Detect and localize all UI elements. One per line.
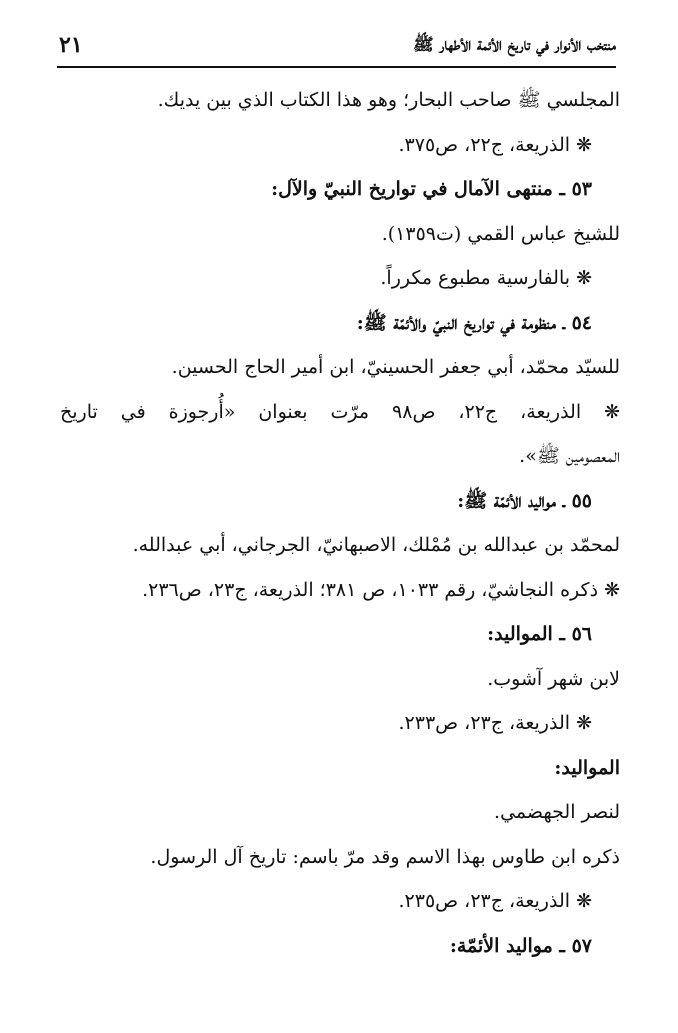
text-line: للسيّد محمّد، أبي جعفر الحسينيّ، ابن أمير الحاج الحسين.	[171, 356, 620, 378]
entry-heading: ٥٦ ـ المواليد:	[487, 623, 592, 645]
entry-heading: ٥٥ ـ مواليد الأئمّة ﷺ:	[457, 489, 592, 512]
text-line: لنصر الجهضمي.	[494, 801, 620, 823]
text-line: لمحمّد بن عبدالله بن مُمْلك، الاصبهانيّ، الجرجاني، أبي عبدالله.	[132, 534, 620, 556]
text-line: لابن شهر آشوب.	[487, 667, 620, 690]
text-line: ذكره ابن طاوس بهذا الاسم وقد مرّ باسم: تاريخ آل الرسول.	[150, 845, 620, 868]
entry-heading: ٥٤ ـ منظومة في تواريخ النبيّ والأئمّة ﷺ:	[356, 311, 592, 334]
running-header	[57, 30, 616, 68]
page-body	[60, 78, 620, 968]
page-number: ٢١	[59, 32, 83, 58]
citation-line: ❋ الذريعة، ج٢٢، ص٩٨ مرّت بعنوان «أُرجوزة في تاريخ	[60, 400, 620, 423]
citation-line: ❋ الذريعة، ج٢٣، ص٢٣٣.	[398, 712, 592, 734]
entry-heading: ٥٣ ـ منتهى الآمال في تواريخ النبيّ والآل:	[271, 178, 592, 200]
citation-line: ❋ الذريعة، ج٢٢، ص٣٧٥.	[398, 133, 592, 156]
text-line: للشيخ عباس القمي (ت١٣٥٩).	[381, 222, 620, 245]
text-line: المعصومين ﷺ».	[519, 445, 620, 467]
entry-heading: المواليد:	[554, 756, 620, 779]
running-title: منتخب الأنوار في تاريخ الأئمة الأطهار ﷺ	[413, 35, 616, 55]
citation-line: ❋ بالفارسية مطبوع مكرراً.	[380, 267, 592, 289]
citation-line: ❋ ذكره النجاشيّ، رقم ١٠٣٣، ص ٣٨١؛ الذريعة، ج٢٣، ص٢٣٦.	[142, 578, 620, 601]
citation-line: ❋ الذريعة، ج٢٣، ص٢٣٥.	[398, 890, 592, 912]
entry-heading: ٥٧ ـ مواليد الأئمّة:	[449, 934, 592, 957]
text-line: المجلسي ﷺ صاحب البحار؛ وهو هذا الكتاب الذي بين يديك.	[157, 89, 620, 111]
